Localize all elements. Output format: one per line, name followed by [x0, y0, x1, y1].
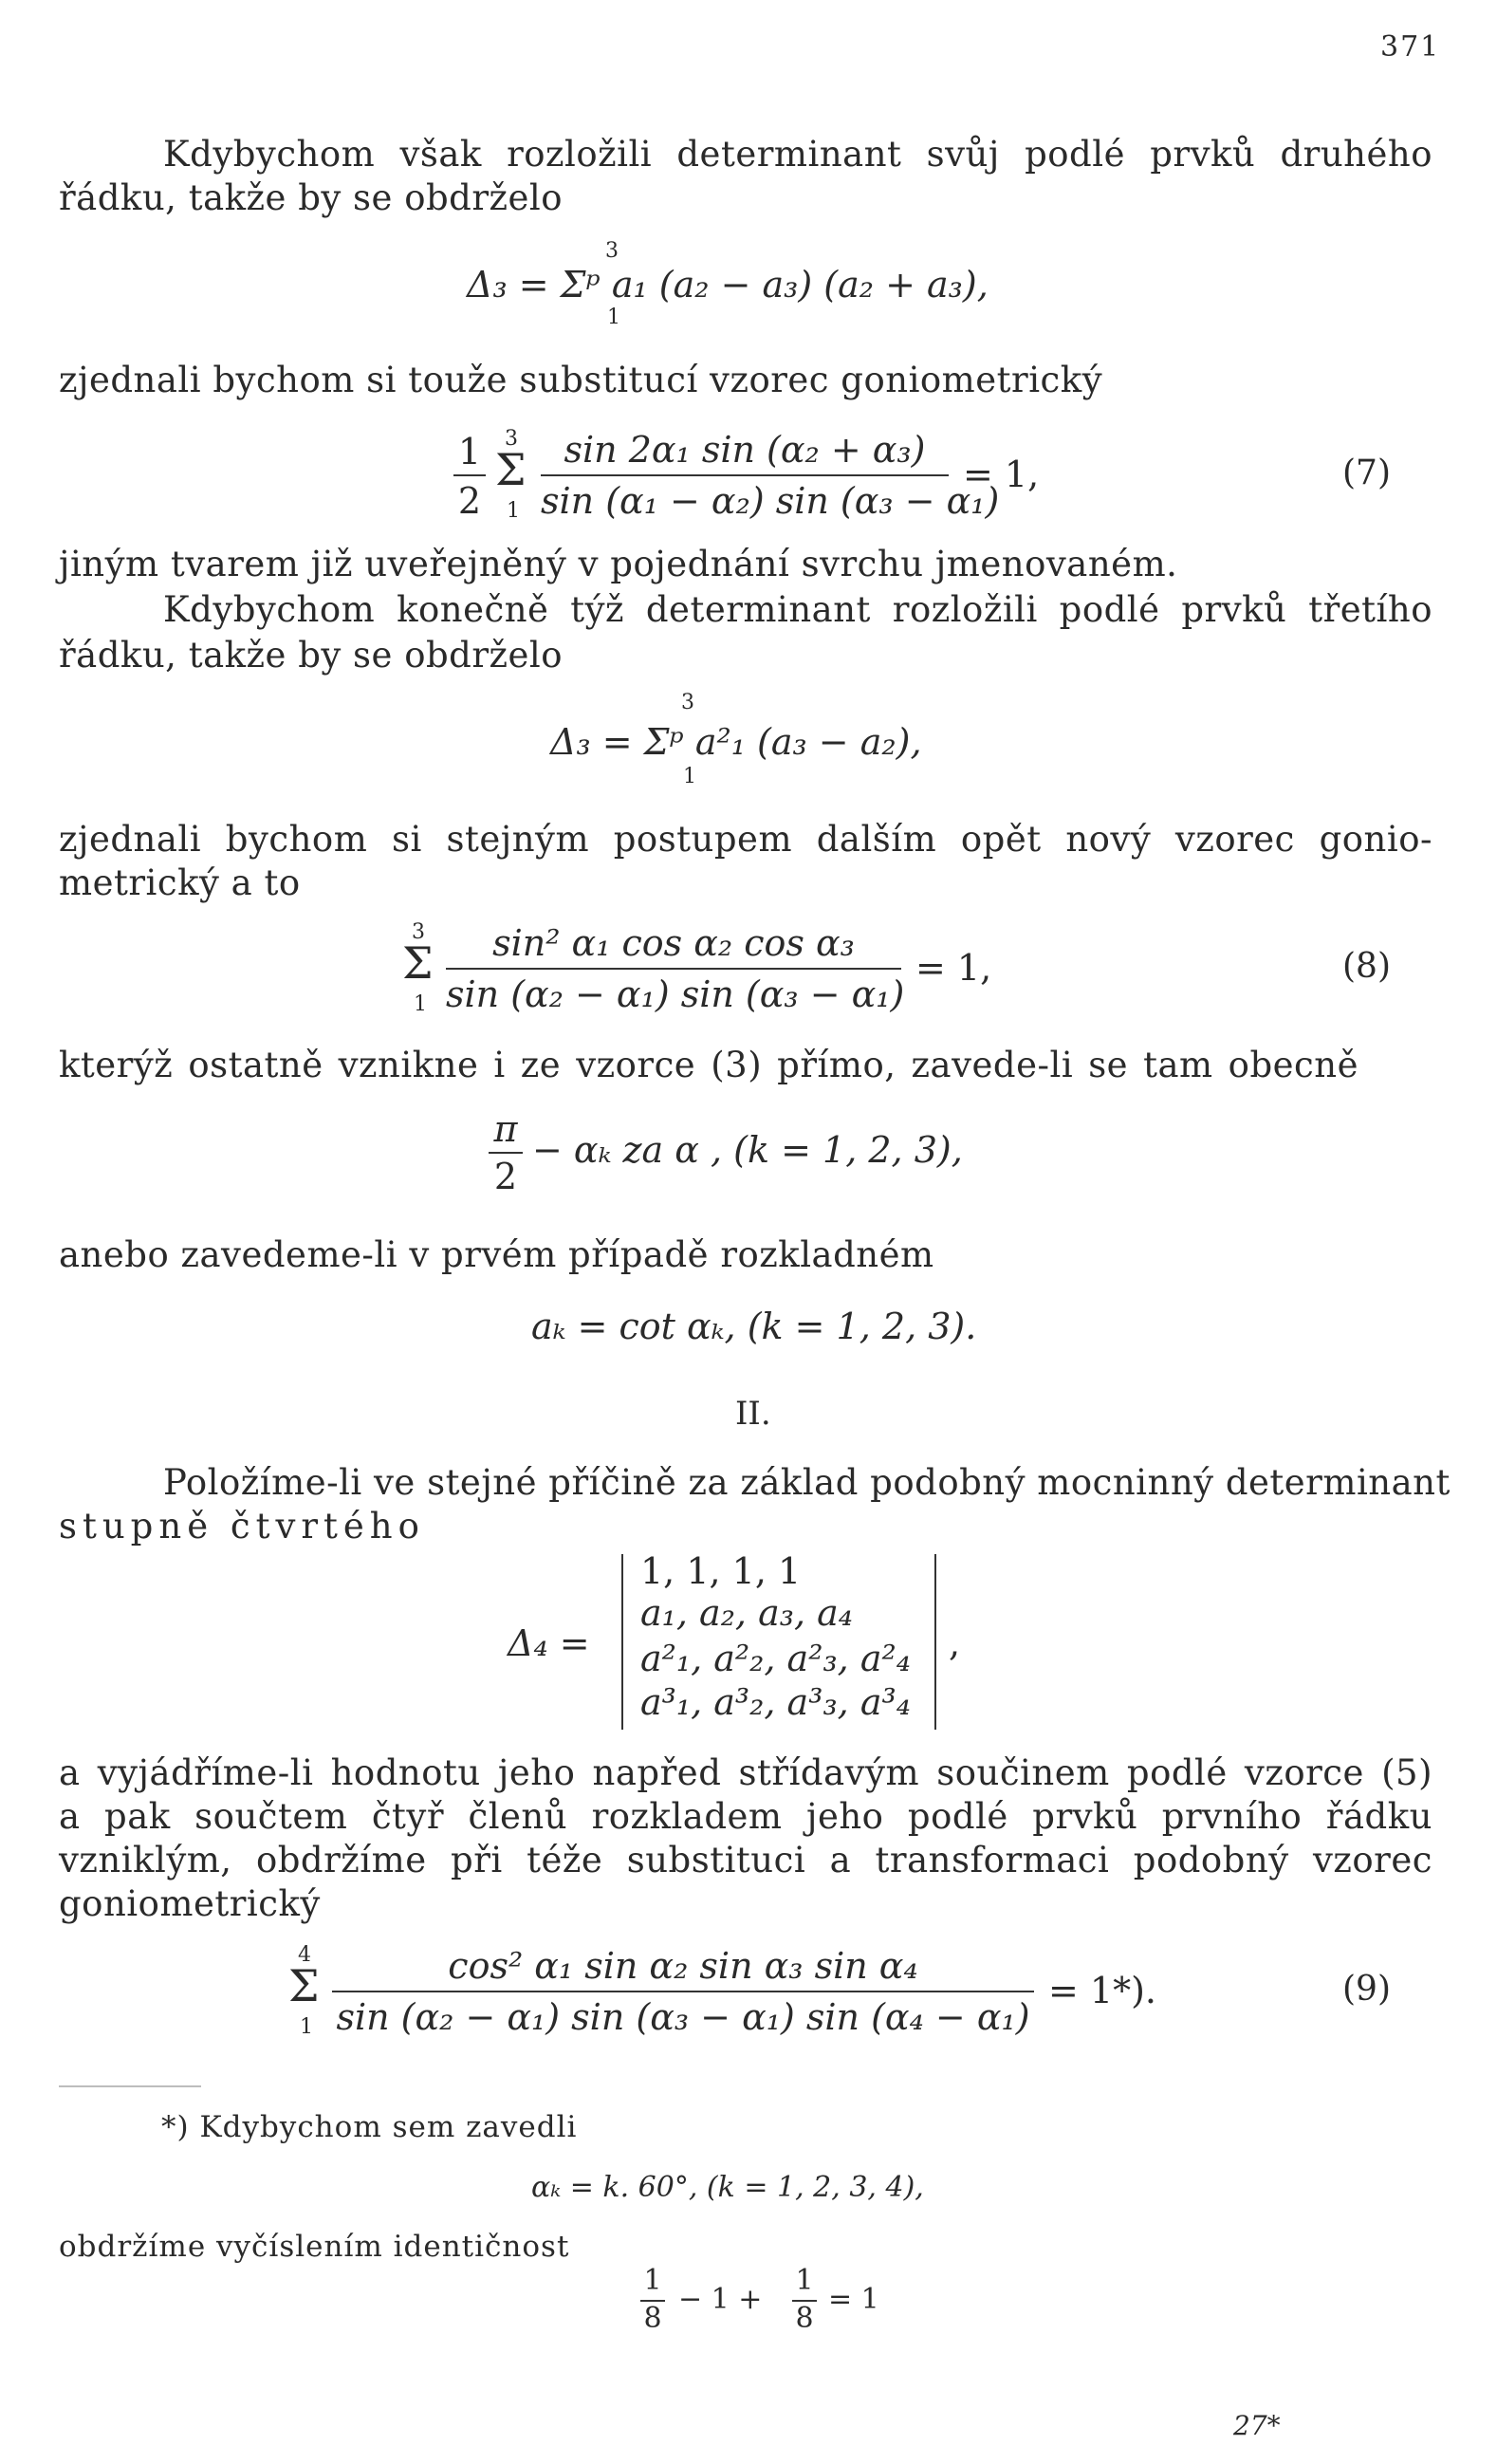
determinant-matrix: Δ₄ = 1, 1, 1, 1 a₁, a₂, a₃, a₄ a²₁, a²₂, a²₃, a²₄ a³₁, a³₂, a³₃, a³₄ , [508, 1547, 1039, 1736]
equation-delta3-a: 3 Δ₃ = Σᵖ a₁ (a₂ − a₃) (a₂ + a₃), 1 [467, 239, 989, 329]
paragraph-8-line-2: a pak součtem čtyř členů rozkladem jeho podlé prvků prvního řádku [59, 1796, 1432, 1837]
paragraph-3-line-3: řádku, takže by se obdrželo [59, 635, 564, 676]
equation-8: 3 Σ 1 sin² α₁ cos α₂ cos α₃ sin (α₂ − α₁) sin (α₃ − α₁) = 1, (8) [402, 920, 1391, 1016]
footnote-identity: 1 8 − 1 + 1 8 = 1 [640, 2264, 925, 2349]
footnote-divider [59, 2085, 201, 2087]
paragraph-6-line-1: anebo zavedeme-li v prvém případě rozkladném [59, 1234, 934, 1275]
paragraph-7-line-2: stupně čtvrtého [59, 1506, 425, 1547]
page-number: 371 [1380, 30, 1441, 64]
paragraph-5-line-1: kterýž ostatně vznikne i ze vzorce (3) přímo, zavede-li se tam obecně [59, 1045, 1358, 1085]
section-heading: II. [735, 1395, 771, 1433]
equation-substitution-1: π 2 − αₖ za α , (k = 1, 2, 3), [489, 1108, 1058, 1203]
paragraph-8-line-4: goniometrický [59, 1883, 321, 1924]
paragraph-3-line-2: Kdybychom konečně týž determinant rozložili podlé prvků třetího [163, 589, 1432, 630]
equation-7: 1 2 3 Σ 1 sin 2α₁ sin (α₂ + α₃) sin (α₁ − α₂) sin (α₃ − α₁) = 1, (7) [446, 427, 1395, 531]
paragraph-2-line-1: zjednali bychom si touže substitucí vzorec goniometrický [59, 360, 1103, 400]
equation-delta3-b: 3 Δ₃ = Σᵖ a²₁ (a₃ − a₂), 1 [550, 691, 922, 788]
paragraph-1-line-2: řádku, takže by se obdrželo [59, 177, 564, 218]
equation-9: 4 Σ 1 cos² α₁ sin α₂ sin α₃ sin α₄ sin (α₂ − α₁) sin (α₃ − α₁) sin (α₄ − α₁) = 1*). (9) [288, 1943, 1391, 2039]
paragraph-1-line-1: Kdybychom však rozložili determinant svůj podlé prvků druhého [163, 134, 1432, 175]
paragraph-8-line-1: a vyjádříme-li hodnotu jeho napřed střídavým součinem podlé vzorce (5) [59, 1752, 1432, 1793]
paragraph-3-line-1: jiným tvarem již uveřejněný v pojednání svrchu jmenovaném. [59, 544, 1178, 584]
paragraph-4-line-2: metrický a to [59, 862, 301, 903]
footnote-line-1: *) Kdybychom sem zavedli [161, 2110, 578, 2144]
paragraph-8-line-3: vzniklým, obdržíme při téže substituci a transformaci podobný vzorec [59, 1840, 1432, 1880]
paragraph-7-line-1: Položíme-li ve stejné příčině za základ podobný mocninný determinant [163, 1462, 1451, 1503]
footnote-line-2: obdržíme vyčíslením identičnost [59, 2230, 570, 2264]
signature-mark: 27* [1233, 2410, 1281, 2441]
footnote-equation: αₖ = k. 60°, (k = 1, 2, 3, 4), [531, 2171, 924, 2204]
equation-substitution-2: aₖ = cot αₖ, (k = 1, 2, 3). [531, 1306, 977, 1347]
paragraph-4-line-1: zjednali bychom si stejným postupem dalším opět nový vzorec gonio- [59, 819, 1432, 860]
